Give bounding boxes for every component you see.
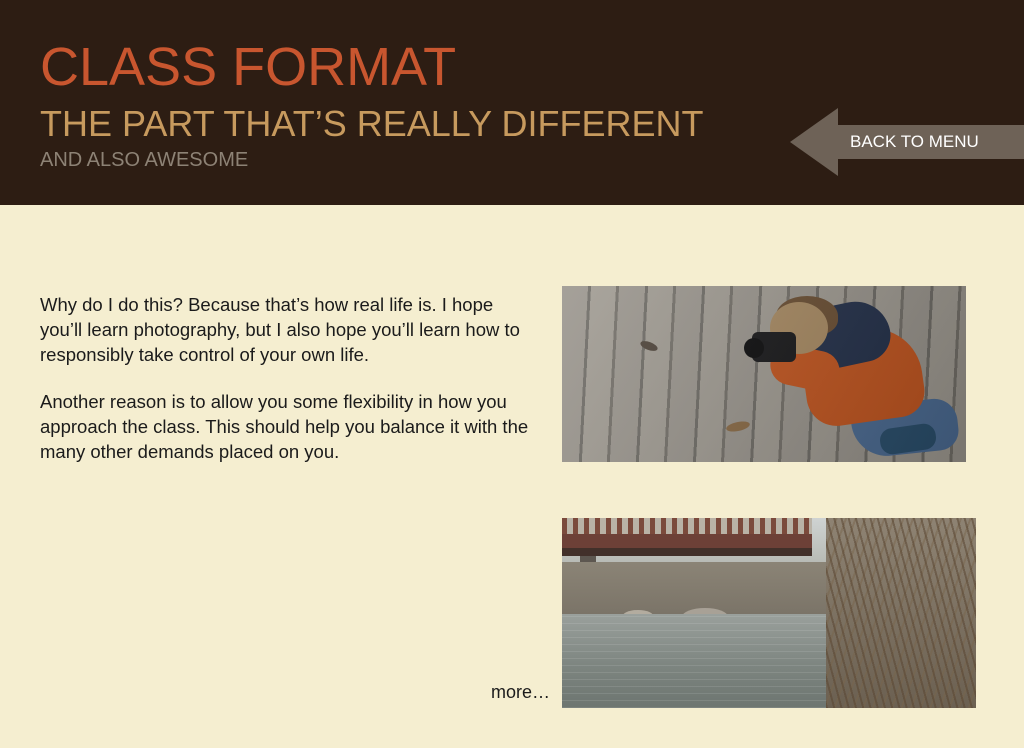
riverside-brush xyxy=(826,518,976,708)
photo-child-with-camera-on-deck xyxy=(562,286,966,462)
more-label[interactable]: more… xyxy=(490,682,550,702)
photo-shading xyxy=(562,286,966,462)
page-sub-subtitle: AND ALSO AWESOME xyxy=(40,149,249,171)
left-arrow-icon xyxy=(790,108,838,176)
body-copy xyxy=(40,292,530,464)
back-to-menu-button[interactable] xyxy=(790,108,1024,176)
body-paragraph-1: Why do I do this? Because that’s how real life is. I hope you’ll learn photography, but I also hope you’ll learn how to responsibly take control of your own life. xyxy=(40,294,520,365)
footer-strip xyxy=(0,726,1024,748)
page-title: CLASS FORMAT xyxy=(40,37,457,97)
page-subtitle: THE PART THAT’S REALLY DIFFERENT xyxy=(40,103,704,144)
bridge-deck xyxy=(562,534,812,548)
bridge-underside xyxy=(562,548,812,556)
back-to-menu-label: BACK TO MENU xyxy=(850,132,979,151)
slide-header xyxy=(0,0,1024,205)
photo-river-under-bridge xyxy=(562,518,976,708)
body-paragraph-2: Another reason is to allow you some flexibility in how you approach the class. This should help you balance it with the many other demands placed on you. xyxy=(40,391,529,462)
